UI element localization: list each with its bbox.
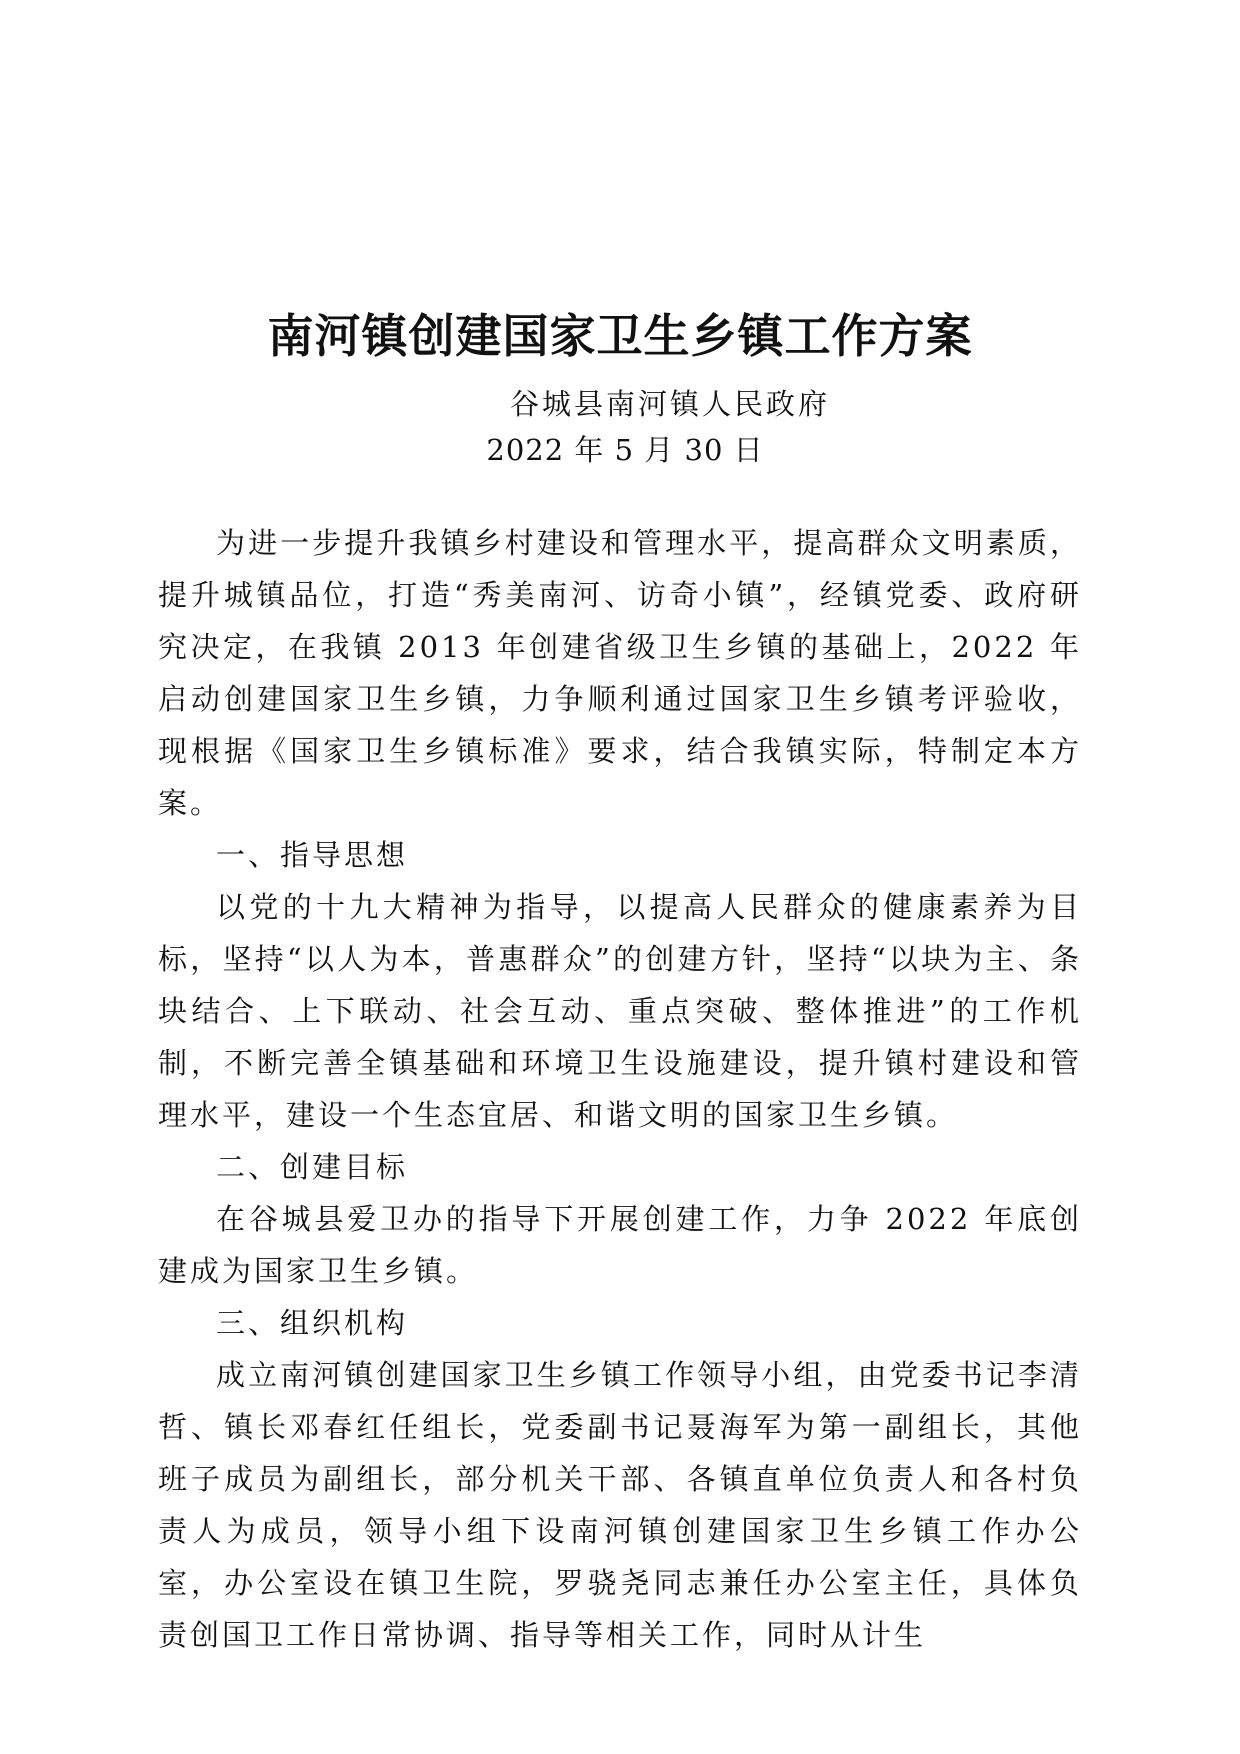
issuing-authority: 谷城县南河镇人民政府 (509, 387, 830, 421)
guiding-ideology-paragraph: 以党的十九大精神为指导，以提高人民群众的健康素养为目标，坚持“以人为本，普惠群众”的创建方针，坚持“以块为主、条块结合、上下联动、社会互动、重点突破、整体推进”的工作机制，不断完善全镇基础和环境卫生设施建设，提升镇村建设和管理水平，建设一个生态宜居、和谐文明的国家卫生乡镇。 (158, 890, 1082, 1132)
issue-date: 2022 年 5 月 30 日 (486, 433, 764, 467)
document-body (158, 517, 1082, 1661)
section-heading-organization: 三、组织机构 (216, 1306, 409, 1340)
organization-paragraph: 成立南河镇创建国家卫生乡镇工作领导小组，由党委书记李清哲、镇长邓春红任组长，党委副书记聂海军为第一副组长，其他班子成员为副组长，部分机关干部、各镇直单位负责人和各村负责人为成员，领导小组下设南河镇创建国家卫生乡镇工作办公室，办公室设在镇卫生院，罗骁尧同志兼任办公室主任，具体负责创国卫工作日常协调、指导等相关工作，同时从计生 (158, 1358, 1082, 1652)
intro-paragraph: 为进一步提升我镇乡村建设和管理水平，提高群众文明素质，提升城镇品位，打造“秀美南河、访奇小镇”，经镇党委、政府研究决定，在我镇 2013 年创建省级卫生乡镇的基础上，2022 年启动创建国家卫生乡镇，力争顺利通过国家卫生乡镇考评验收，现根据《国家卫生乡镇标准》要求，结合我镇实际，特制定本方案。 (158, 526, 1082, 820)
section-heading-guiding-ideology: 一、指导思想 (216, 838, 409, 872)
document-title: 南河镇创建国家卫生乡镇工作方案 (267, 309, 973, 363)
goals-paragraph: 在谷城县爱卫办的指导下开展创建工作，力争 2022 年底创建成为国家卫生乡镇。 (158, 1202, 1082, 1288)
section-heading-goals: 二、创建目标 (216, 1150, 409, 1184)
